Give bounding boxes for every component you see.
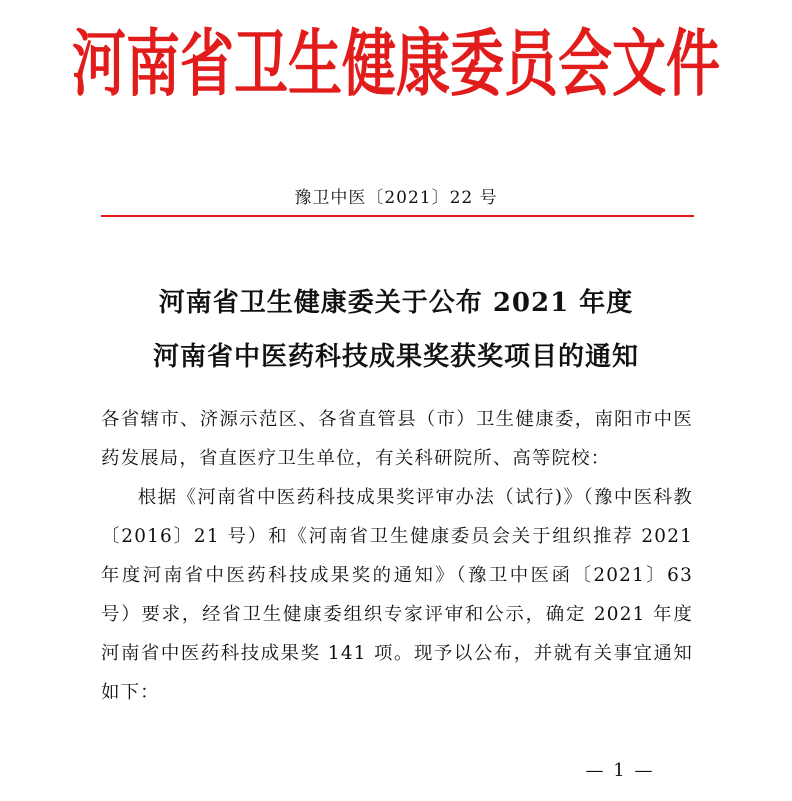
masthead-title: 河南省卫生健康委员会文件 (72, 21, 720, 107)
body-text (101, 400, 693, 712)
page-number: — 1 — (585, 760, 655, 781)
addressee-paragraph: 各省辖市、济源示范区、各省直管县（市）卫生健康委，南阳市中医药发展局，省直医疗卫生单位，有关科研院所、高等院校： (101, 409, 693, 469)
body-paragraph-1: 根据《河南省中医药科技成果奖评审办法（试行)》（豫中医科教〔2016〕21 号）和《河南省卫生健康委员会关于组织推荐 2021 年度河南省中医药科技成果奖的通知》（豫卫中医函〔2021〕63 号）要求，经省卫生健康委组织专家评审和公示，确定 2021 年度河南省中医药科技成果奖 141 项。现予以公布，并就有关事宜通知如下： (101, 487, 693, 703)
notice-title-line-2: 河南省中医药科技成果奖获奖项目的通知 (152, 342, 639, 372)
red-divider (101, 215, 694, 217)
document-number: 豫卫中医〔2021〕22 号 (294, 188, 498, 208)
notice-title-line-1: 河南省卫生健康委关于公布 2021 年度 (158, 288, 634, 318)
